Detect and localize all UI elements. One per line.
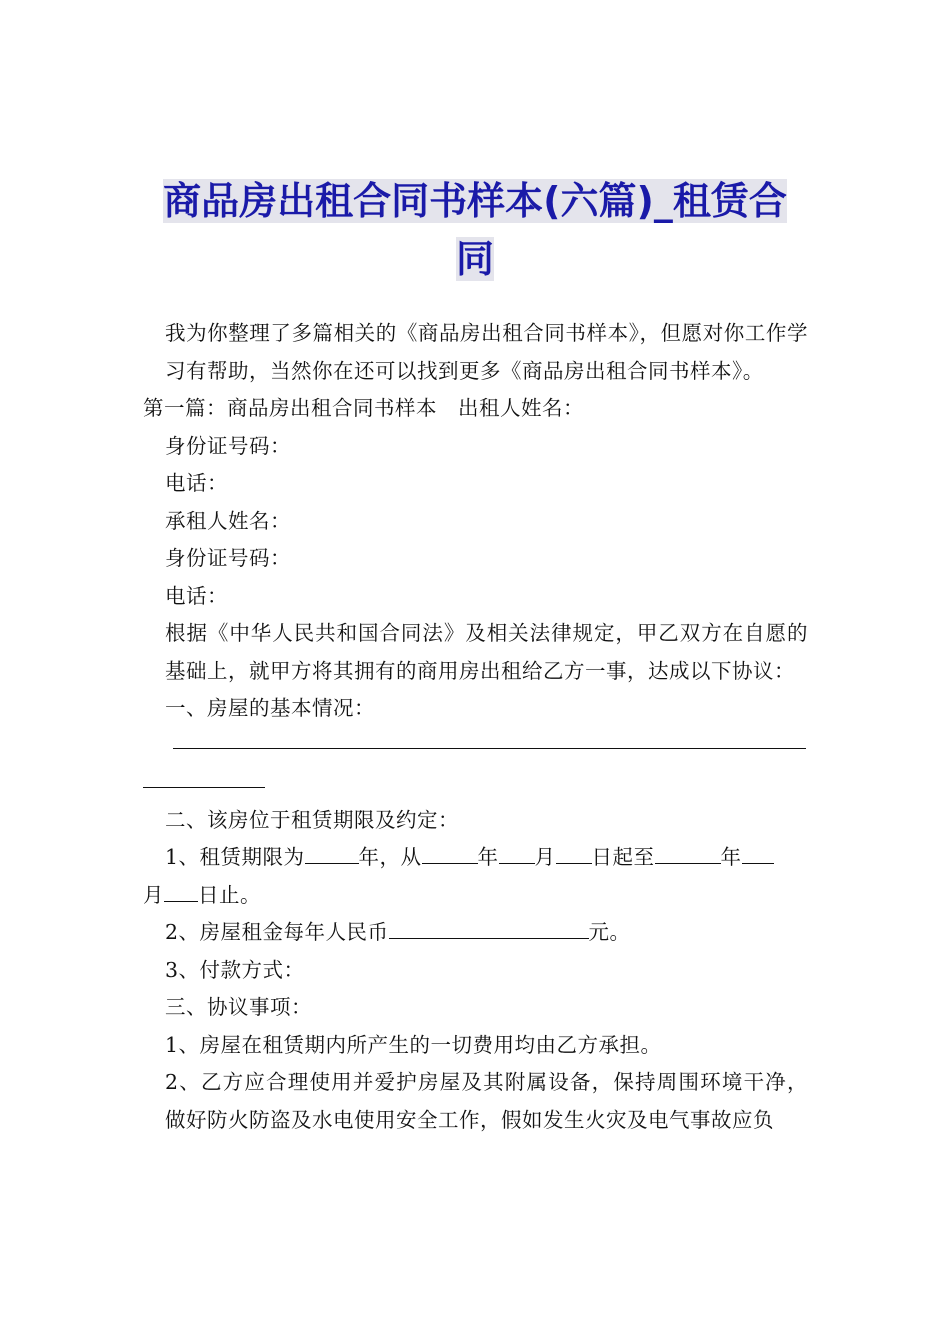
lease-term-year-from: 年，从 (358, 845, 422, 869)
section-2-heading: 二、该房位于租赁期限及约定： (165, 807, 459, 832)
document-body (143, 315, 808, 1139)
blank-line-short (143, 787, 265, 788)
agreement-item-2: 2、乙方应合理使用并爱护房屋及其附属设备，保持周围环境干净，做好防火防盗及水电使用安全工作，假如发生火灾及电气事故应负 (165, 1070, 808, 1132)
basis-paragraph: 根据《中华人民共和国合同法》及相关法律规定，甲乙双方在自愿的基础上，就甲方将其拥有的商用房出租给乙方一事，达成以下协议： (165, 621, 808, 683)
rent-unit: 元。 (588, 920, 631, 944)
blank-start-year (422, 843, 478, 864)
agreement-item-1: 1、房屋在租赁期内所产生的一切费用均由乙方承担。 (165, 1032, 662, 1057)
lease-term-from-until: 日起至 (591, 845, 655, 869)
rent-label: 2、房屋租金每年人民币 (165, 920, 389, 944)
part1-heading: 第一篇：商品房出租合同书样本 出租人姓名： (143, 396, 584, 420)
lease-term-month: 月 (534, 845, 556, 869)
title-line-2: 同 (455, 237, 494, 281)
lease-term-year-3: 年 (720, 845, 742, 869)
lease-term-paragraph (143, 839, 808, 914)
section-3-heading: 三、协议事项： (165, 995, 312, 1019)
intro-paragraph: 我为你整理了多篇相关的《商品房出租合同书样本》，但愿对你工作学习有帮助，当然你在还可以找到更多《商品房出租合同书样本》。 (165, 321, 808, 383)
blank-start-month (499, 843, 535, 864)
lease-term-label: 1、租赁期限为 (165, 845, 305, 869)
blank-line-long (173, 748, 806, 749)
title-line-1: 商品房出租合同书样本(六篇)_租赁合 (163, 179, 787, 223)
landlord-phone-field: 电话： (165, 471, 228, 495)
blank-rent-amount (389, 918, 589, 939)
blank-end-day (164, 881, 198, 902)
tenant-id-field: 身份证号码： (165, 546, 291, 570)
blank-term-years (305, 843, 359, 864)
document-title (120, 172, 830, 288)
lease-term-year-2: 年 (477, 845, 499, 869)
section-1-heading: 一、房屋的基本情况： (165, 696, 375, 720)
lease-term-end: 日止。 (198, 882, 261, 907)
lease-term-month-2: 月 (143, 882, 164, 907)
blank-end-month-a (742, 843, 774, 864)
tenant-phone-field: 电话： (165, 583, 228, 608)
blank-end-year (655, 843, 721, 864)
payment-method: 3、付款方式： (165, 957, 305, 982)
tenant-name-field: 承租人姓名： (165, 508, 291, 533)
rent-paragraph (143, 914, 808, 952)
blank-start-day (556, 843, 592, 864)
landlord-id-field: 身份证号码： (165, 433, 291, 458)
